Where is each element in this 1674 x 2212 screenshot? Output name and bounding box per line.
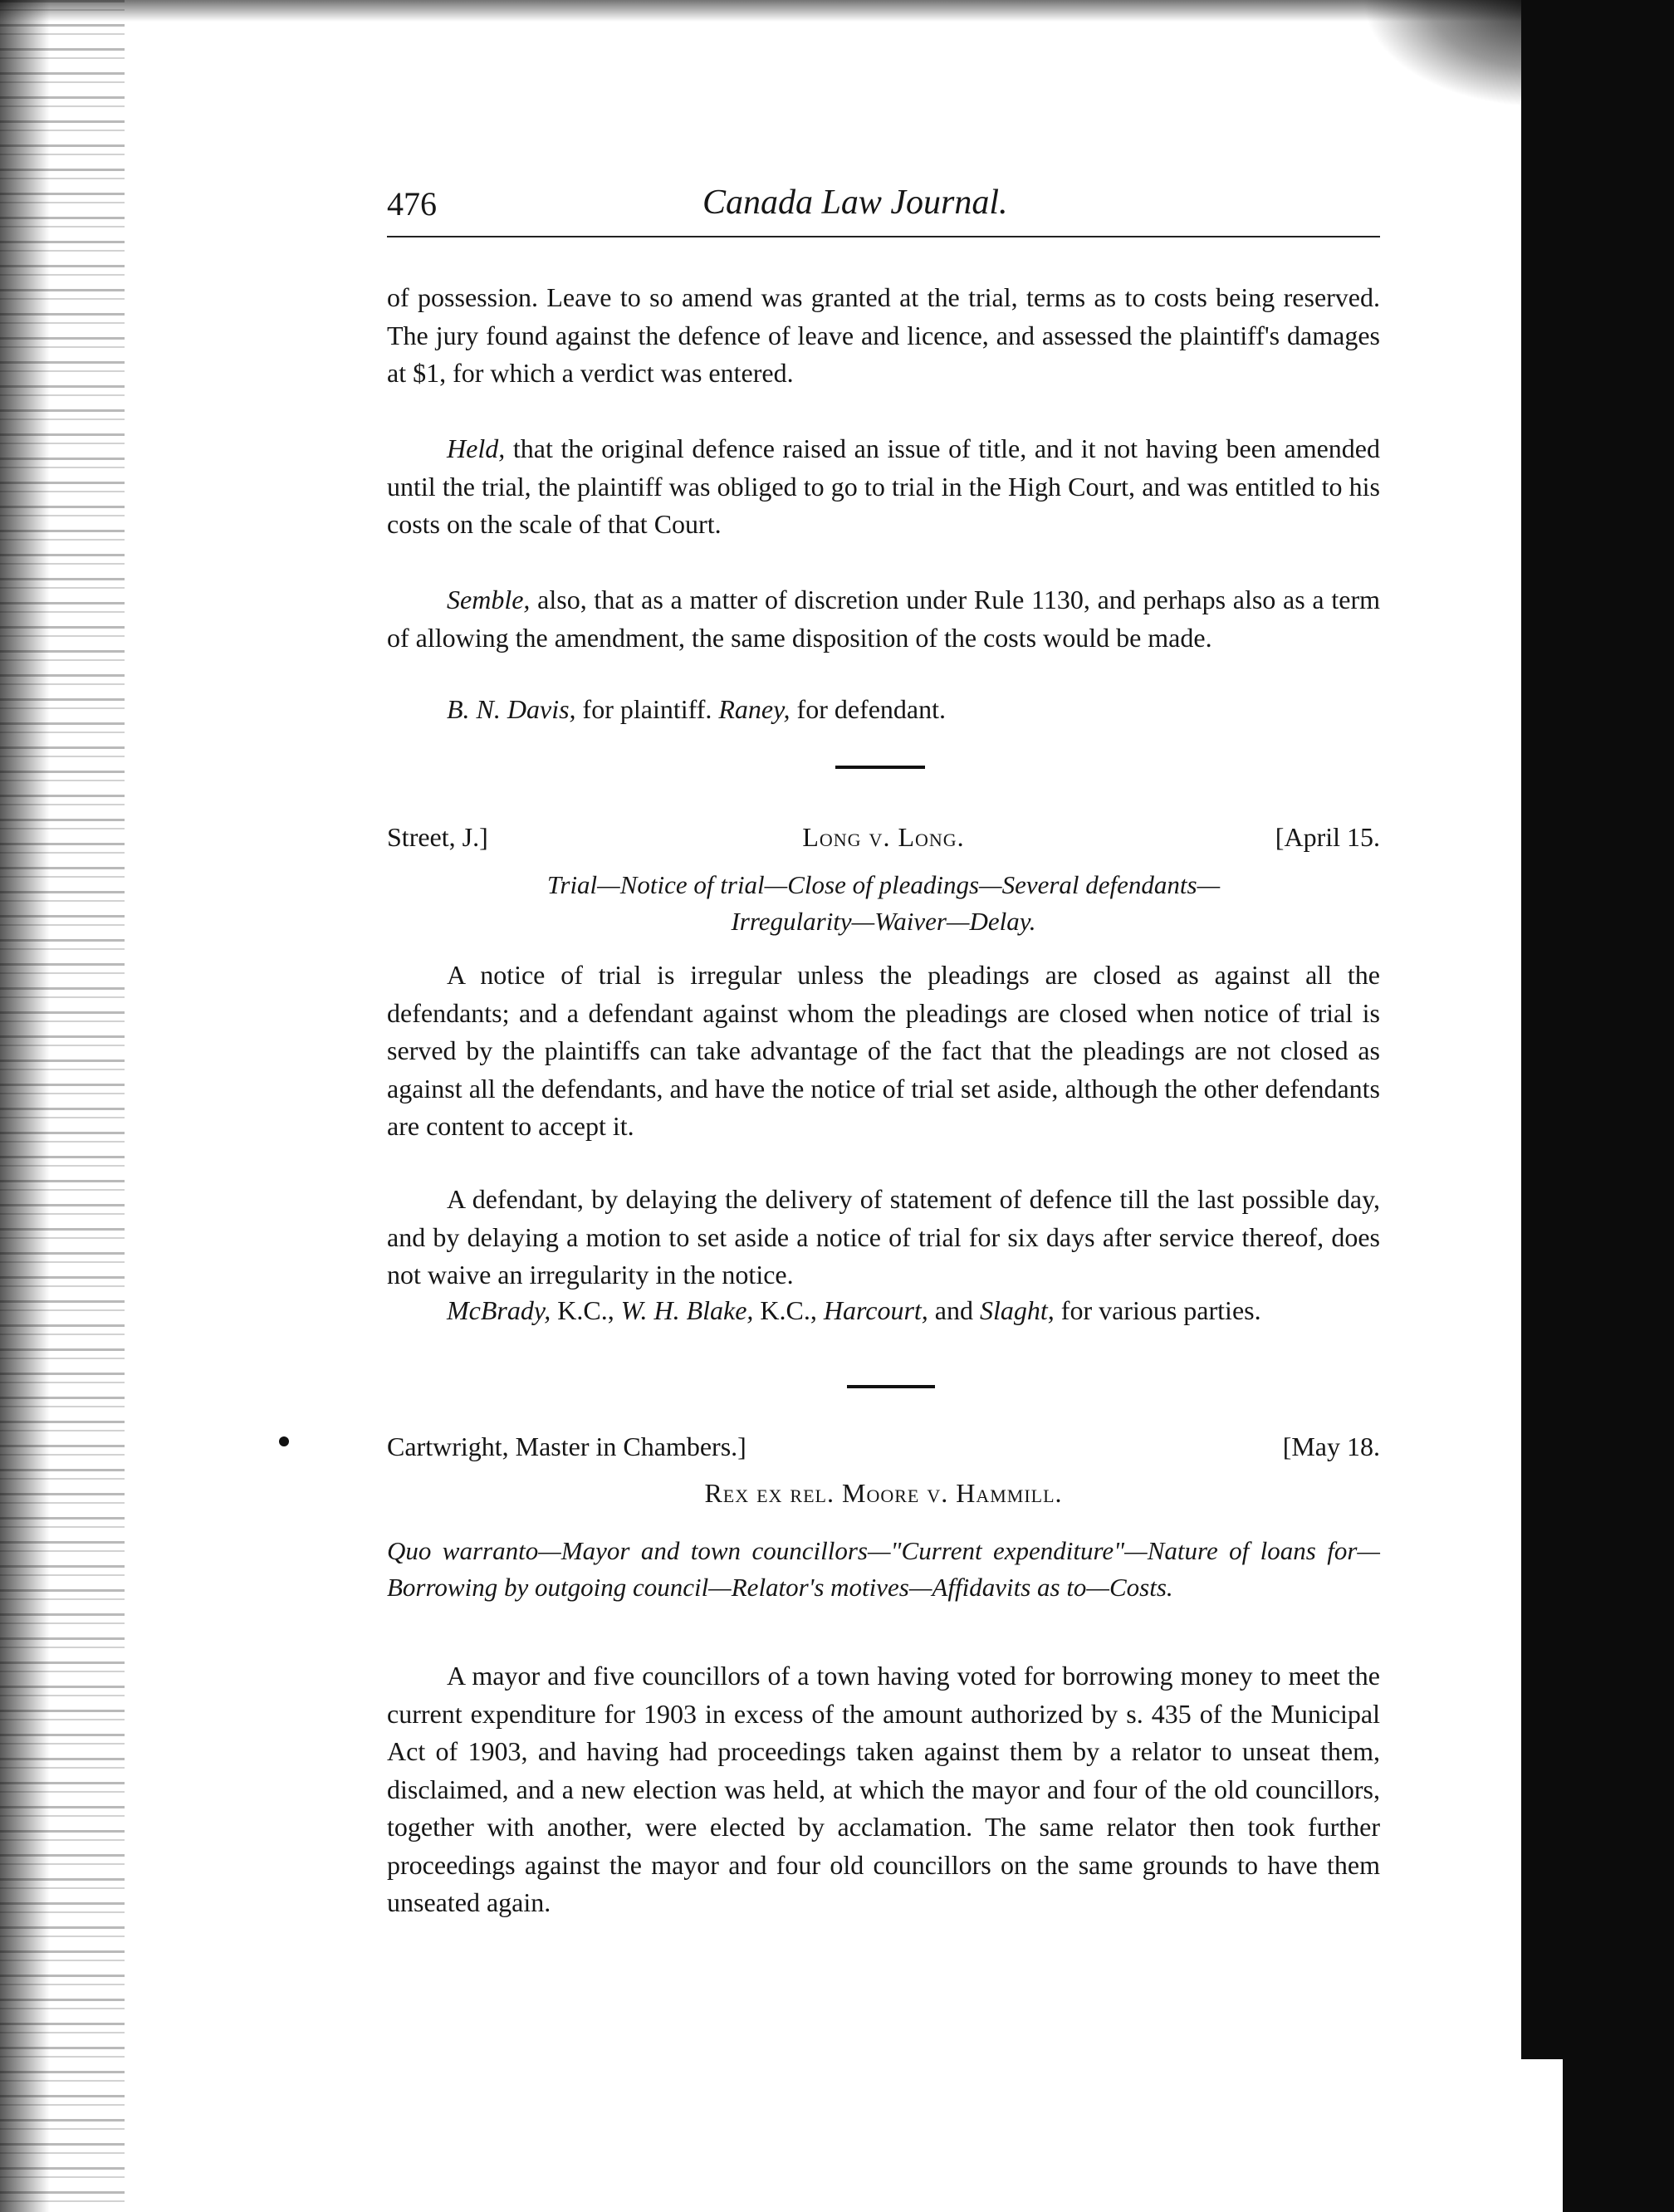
counsel-line (387, 691, 1380, 729)
counsel-name: Harcourt, (823, 1295, 928, 1325)
page-number: 476 (387, 185, 437, 223)
semble-label: Semble, (447, 585, 531, 614)
scan-edge-right (1521, 0, 1674, 2212)
case-caption: Quo warranto—Mayor and town councillors—"Current expenditure"—Nature of loans for—Borrowing by outgoing council—Relator's motives—Affidavits as to—Costs. (387, 1536, 1380, 1602)
case-date: [May 18. (1282, 1431, 1380, 1461)
paragraph: A mayor and five councillors of a town having voted for borrowing money to meet the current expenditure for 1903 in excess of the amount authorized by s. 435 of the Municipal Act of 1903, and having had proceedings taken against them by a relator to unseat them, disclaimed, and a new election was held, at which the mayor and four of the old councillors, together with another, were elected by acclamation. The same relator then took further proceedings against the mayor and four old councillors on the same grounds to have them unseated again. (387, 1661, 1380, 1917)
counsel-name: B. N. Davis, (447, 694, 576, 724)
case-title: Rex ex rel. Moore v. Hammill. (704, 1478, 1063, 1508)
held-text: that the original defence raised an issue of title, and it not having been amended until the trial, the plaintiff was obliged to go to trial in the High Court, and was entitled to his costs on the scale of that Court. (387, 433, 1380, 539)
paragraph: A notice of trial is irregular unless the pleadings are closed as against all the defendants; and a defendant against whom the pleadings are closed when notice of trial is served by the plaintiffs can take advantage of the fact that the pleadings are not closed as against all the defendants, and have the notice of trial set aside, although the other defendants are content to accept it. (387, 960, 1380, 1141)
counsel-name: Slaght, (980, 1295, 1055, 1325)
counsel-sep: and (928, 1295, 980, 1325)
case-judge: Cartwright, Master in Chambers.] (387, 1431, 746, 1461)
counsel-role: for defendant. (790, 694, 947, 724)
margin-mark (279, 1436, 289, 1446)
held-label: Held, (447, 433, 506, 463)
counsel-name: W. H. Blake, (620, 1295, 754, 1325)
counsel-name: Raney, (718, 694, 790, 724)
caption-line: Trial—Notice of trial—Close of pleadings—Several defendants— (546, 870, 1221, 899)
paragraph-semble (387, 581, 1380, 657)
scan-edge-left-noise (0, 0, 125, 2212)
paragraph: of possession. Leave to so amend was granted at the trial, terms as to costs being reserved. The jury found against the defence of leave and licence, and assessed the plaintiff's damages at $1, for which a verdict was entered. (387, 282, 1380, 388)
case-title: Long v. Long. (802, 822, 965, 852)
counsel-role: for plaintiff. (575, 694, 719, 724)
scan-edge-right-notch (1521, 2059, 1563, 2212)
case-caption (387, 867, 1380, 940)
header-rule (387, 236, 1380, 237)
section-divider (835, 766, 925, 769)
scan-corner-shadow (1362, 0, 1544, 108)
counsel-role: for various parties. (1054, 1295, 1261, 1325)
counsel-sep: K.C., (551, 1295, 621, 1325)
case-heading (387, 822, 1380, 859)
paragraph: A defendant, by delaying the delivery of statement of defence till the last possible day, and by delaying a motion to set aside a notice of trial for six days after service thereof, does not waive an irregularity in the notice. (387, 1184, 1380, 1290)
semble-text: also, that as a matter of discretion under Rule 1130, and perhaps also as a term of allowing the amendment, the same disposition of the costs would be made. (387, 585, 1380, 653)
case-judge: Street, J.] (387, 822, 488, 852)
case-title-row (387, 1478, 1380, 1515)
case-date: [April 15. (1275, 822, 1380, 852)
counsel-sep: K.C., (753, 1295, 824, 1325)
counsel-line (387, 1292, 1380, 1330)
section-divider (847, 1385, 935, 1388)
caption-line: Irregularity—Waiver—Delay. (731, 907, 1036, 936)
case-heading (387, 1431, 1380, 1468)
paragraph-held (387, 430, 1380, 544)
running-title: Canada Law Journal. (702, 184, 1008, 222)
counsel-name: McBrady, (447, 1295, 551, 1325)
